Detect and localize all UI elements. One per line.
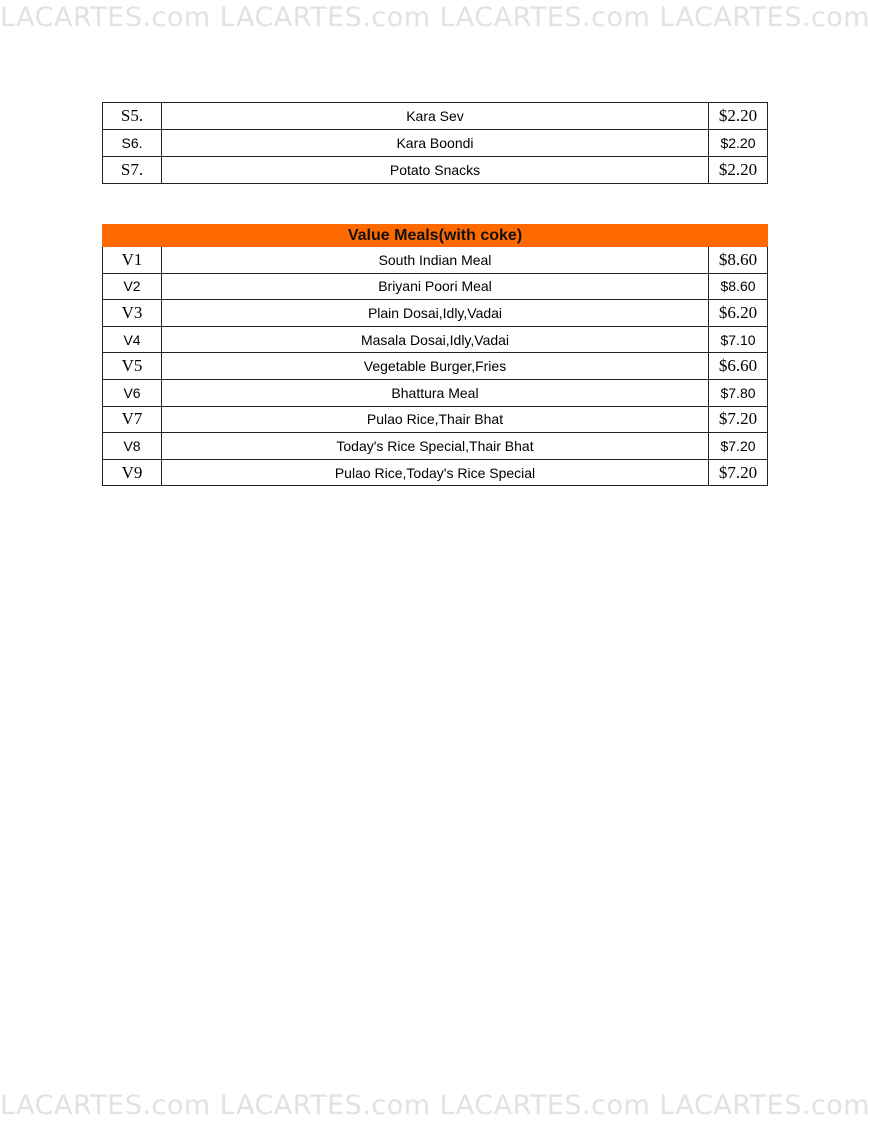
item-name: Pulao Rice,Today's Rice Special: [162, 459, 709, 486]
item-name: Briyani Poori Meal: [162, 273, 709, 300]
menu-row: [103, 406, 768, 433]
value-meals-table-body: [103, 225, 768, 486]
watermark-bottom: LACARTES.com LACARTES.com LACARTES.com LACARTES.com: [0, 1090, 870, 1121]
item-name: Bhattura Meal: [162, 379, 709, 406]
item-price: $7.20: [709, 459, 768, 486]
item-price: $2.20: [709, 130, 768, 157]
watermark-top: LACARTES.com LACARTES.com LACARTES.com LACARTES.com: [0, 2, 870, 33]
menu-row: [103, 157, 768, 184]
menu-row: [103, 459, 768, 486]
value-meals-header-row: [103, 225, 768, 247]
item-code: S6.: [103, 130, 162, 157]
item-name: Masala Dosai,Idly,Vadai: [162, 326, 709, 353]
item-price: $6.20: [709, 300, 768, 327]
menu-row: [103, 130, 768, 157]
menu-row: [103, 353, 768, 380]
item-price: $8.60: [709, 273, 768, 300]
item-price: $2.20: [709, 157, 768, 184]
item-name: Pulao Rice,Thair Bhat: [162, 406, 709, 433]
item-code: V6: [103, 379, 162, 406]
item-code: V4: [103, 326, 162, 353]
item-code: V1: [103, 247, 162, 274]
item-code: V2: [103, 273, 162, 300]
item-price: $2.20: [709, 103, 768, 130]
menu-row: [103, 247, 768, 274]
item-name: Kara Boondi: [162, 130, 709, 157]
menu-row: [103, 326, 768, 353]
item-name: South Indian Meal: [162, 247, 709, 274]
menu-row: [103, 433, 768, 460]
value-meals-title: Value Meals(with coke): [103, 225, 768, 247]
item-price: $6.60: [709, 353, 768, 380]
snacks-table-body: [103, 103, 768, 184]
item-code: V8: [103, 433, 162, 460]
item-code: S7.: [103, 157, 162, 184]
item-name: Vegetable Burger,Fries: [162, 353, 709, 380]
item-code: V5: [103, 353, 162, 380]
menu-row: [103, 273, 768, 300]
item-code: V7: [103, 406, 162, 433]
menu-row: [103, 103, 768, 130]
item-code: V3: [103, 300, 162, 327]
item-name: Potato Snacks: [162, 157, 709, 184]
item-name: Kara Sev: [162, 103, 709, 130]
item-price: $7.20: [709, 433, 768, 460]
item-price: $7.80: [709, 379, 768, 406]
menu-row: [103, 379, 768, 406]
item-price: $7.20: [709, 406, 768, 433]
item-name: Plain Dosai,Idly,Vadai: [162, 300, 709, 327]
item-code: S5.: [103, 103, 162, 130]
value-meals-table: [102, 224, 768, 486]
item-name: Today's Rice Special,Thair Bhat: [162, 433, 709, 460]
item-code: V9: [103, 459, 162, 486]
menu-row: [103, 300, 768, 327]
item-price: $7.10: [709, 326, 768, 353]
snacks-table: [102, 102, 768, 184]
item-price: $8.60: [709, 247, 768, 274]
